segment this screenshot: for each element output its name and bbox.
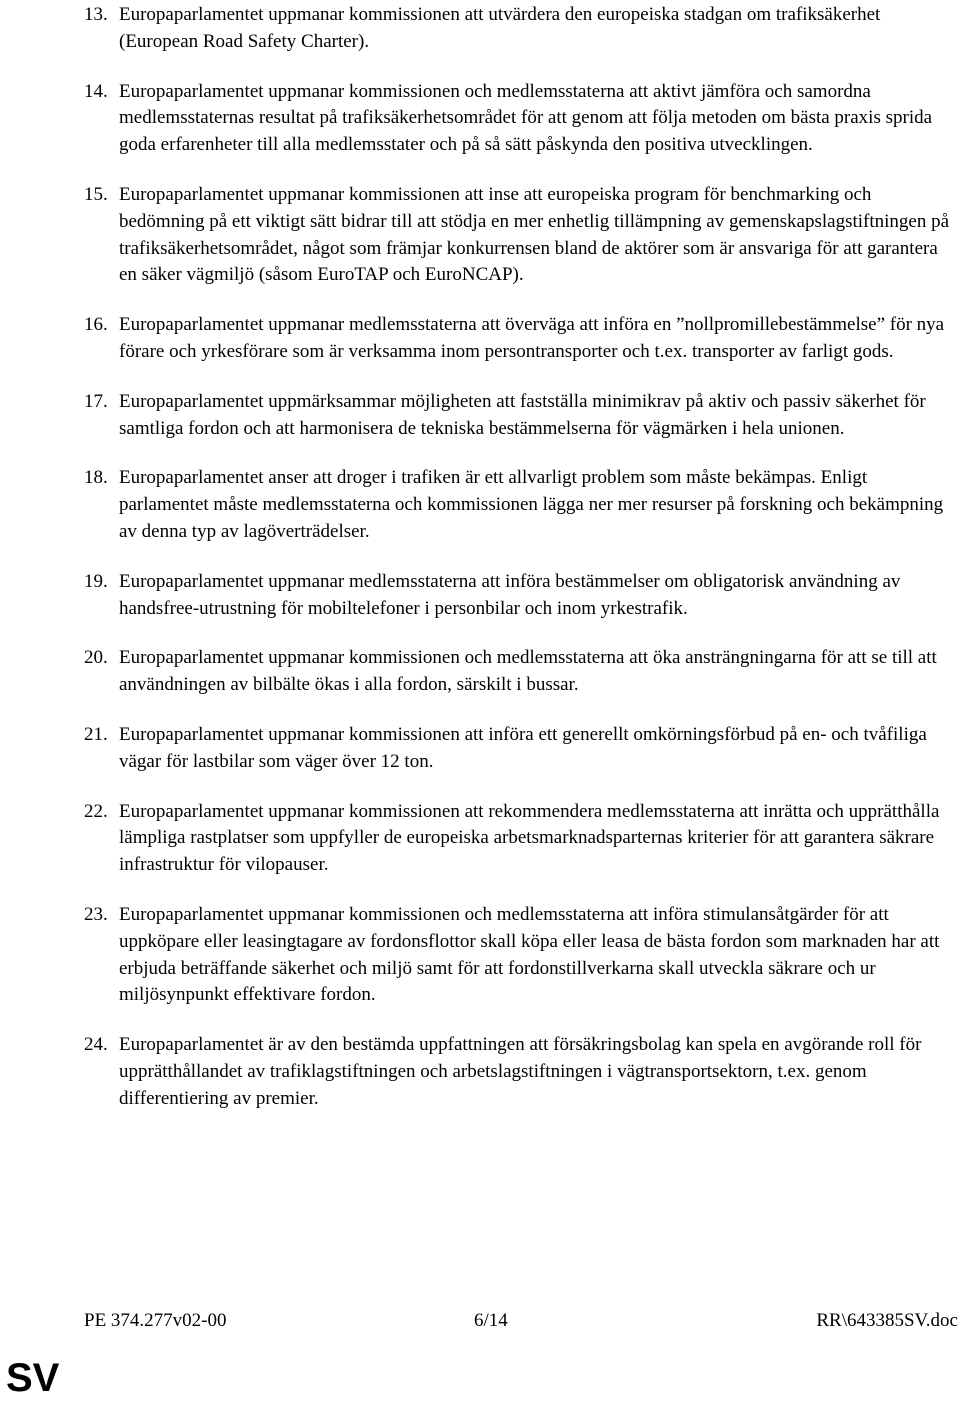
paragraph-item	[84, 182, 950, 289]
paragraph-number: 13.	[84, 4, 108, 25]
paragraph-text: Europaparlamentet uppmanar medlemsstaterna att införa bestämmelser om obligatorisk användning av handsfree-utrustning för mobiltelefoner i personbilar och inom yrkestrafik.	[119, 570, 901, 619]
paragraph-number: 18.	[84, 467, 108, 489]
paragraph-item	[84, 389, 950, 443]
paragraph-text: Europaparlamentet är av den bestämda uppfattningen att försäkringsbolag kan spela en avgörande roll för upprätthållandet av trafiklagstiftningen och arbetslagstiftningen i vägtransportsektorn, t.ex. genom differentiering av premier.	[119, 1034, 922, 1109]
paragraph-text: Europaparlamentet uppmanar kommissionen och medlemsstaterna att införa stimulansåtgärder för att uppköpare eller leasingtagare av fordonsflottor skall köpa eller leasa de bästa fordon som marknaden har att erbjuda beträffande säkerhet och miljö samt för att fordonstillverkarna skall utveckla säkrare och ur miljösynpunkt effektivare fordon.	[119, 903, 940, 1006]
paragraph-number: 14.	[84, 80, 108, 102]
paragraph-text: Europaparlamentet uppmanar kommissionen och medlemsstaterna att öka ansträngningarna för att se till att användningen av bilbälte ökas i alla fordon, särskilt i bussar.	[119, 647, 937, 696]
paragraph-text: Europaparlamentet uppmanar kommissionen att rekommendera medlemsstaterna att inrätta och upprätthålla lämpliga rastplatser som uppfyller de europeiska arbetsmarknadsparternas kriterier för att garantera säkrare infrastruktur för vilopauser.	[119, 800, 940, 876]
paragraph-text: Europaparlamentet anser att droger i trafiken är ett allvarligt problem som måste bekämpas. Enligt parlamentet måste medlemsstaterna och kommissionen lägga ner mer resurser på forskning och bekämpning av denna typ av lagöverträdelser.	[119, 467, 944, 542]
file-name: RR\643385SV.doc	[816, 1310, 958, 1331]
paragraph-text: Europaparlamentet uppmanar medlemsstaterna att överväga att införa en ”nollpromillebestämmelse” för nya förare och yrkesförare som är verksamma inom persontransporter och t.ex. transporter av farligt gods.	[119, 314, 945, 362]
paragraph-text: Europaparlamentet uppmärksammar möjligheten att fastställa minimikrav på aktiv och passiv säkerhet för samtliga fordon och att harmonisera de tekniska bestämmelserna för vägmärken i hela unionen.	[119, 390, 926, 439]
paragraph-text: Europaparlamentet uppmanar kommissionen att utvärdera den europeiska stadgan om trafiksäkerhet (European Road Safety Charter).	[119, 4, 881, 52]
paragraph-item	[84, 1032, 950, 1112]
paragraph-number: 22.	[84, 800, 108, 822]
paragraph-number: 23.	[84, 903, 108, 925]
paragraph-text: Europaparlamentet uppmanar kommissionen att inse att europeiska program för benchmarking och bedömning på ett viktigt sätt bidrar till att stödja en mer enhetlig tillämpning av gemenskapslagstiftningen på trafiksäkerhetsområdet, något som främjar konkurrensen bland de aktörer som är ansvariga för att garantera en säker vägmiljö (såsom EuroTAP och EuroNCAP).	[119, 183, 950, 286]
paragraph-number: 24.	[84, 1034, 108, 1056]
paragraph-number: 16.	[84, 314, 108, 336]
paragraph-item	[84, 569, 950, 623]
paragraph-number: 21.	[84, 723, 108, 745]
paragraph-item	[84, 645, 950, 699]
page-footer	[84, 1308, 958, 1334]
paragraph-number: 19.	[84, 570, 108, 592]
paragraph-item	[84, 722, 950, 776]
document-reference: PE 374.277v02-00	[84, 1310, 227, 1331]
paragraph-text: Europaparlamentet uppmanar kommissionen att införa ett generellt omkörningsförbud på en- och tvåfiliga vägar för lastbilar som väger över 12 ton.	[119, 723, 927, 772]
paragraph-item	[84, 312, 950, 366]
paragraph-text: Europaparlamentet uppmanar kommissionen och medlemsstaterna att aktivt jämföra och samordna medlemsstaternas resultat på trafiksäkerhetsområdet för att genom att följa metoden om bästa praxis sprida goda erfarenheter till alla medlemsstater och på så sätt påskynda den positiva utvecklingen.	[119, 80, 933, 156]
language-label: SV	[6, 1356, 60, 1400]
paragraph-item	[84, 2, 950, 56]
paragraph-item	[84, 799, 950, 879]
paragraph-item	[84, 79, 950, 159]
paragraph-number: 20.	[84, 647, 108, 669]
paragraph-item	[84, 465, 950, 545]
paragraph-item	[84, 902, 950, 1009]
paragraph-number: 17.	[84, 390, 108, 412]
paragraph-number: 15.	[84, 183, 108, 205]
numbered-paragraph-list	[84, 2, 950, 1136]
page-number: 6/14	[474, 1310, 508, 1331]
